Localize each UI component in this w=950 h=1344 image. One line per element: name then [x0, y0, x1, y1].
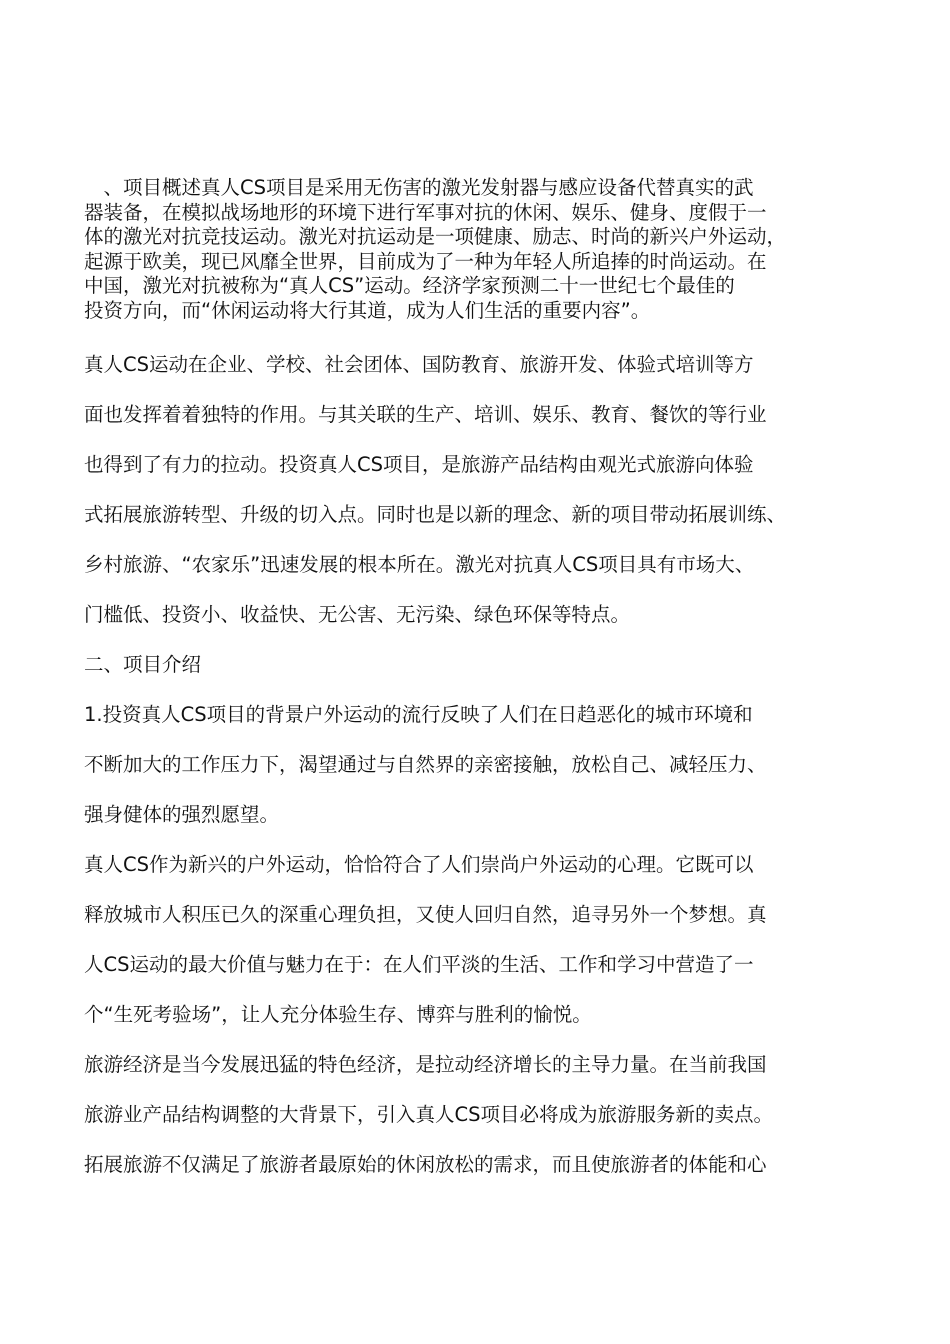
body-line: 释放城市人积压已久的深重心理负担，又使人回归自然，追寻另外一个梦想。真: [84, 903, 767, 926]
intro-line: 投资方向，而“休闲运动将大行其道，成为人们生活的重要内容”。: [84, 298, 651, 322]
intro-line: 器装备，在模拟战场地形的环境下进行军事对抗的休闲、娱乐、健身、度假于一: [84, 200, 767, 224]
body-line: 拓展旅游不仅满足了旅游者最原始的休闲放松的需求，而且使旅游者的体能和心: [84, 1153, 767, 1176]
line-gap: [84, 382, 884, 398]
line-gap: [84, 832, 884, 848]
line-gap: [84, 582, 884, 598]
body-line: 真人CS作为新兴的户外运动，恰恰符合了人们崇尚户外运动的心理。它既可以: [84, 853, 754, 876]
body-line: 面也发挥着着独特的作用。与其关联的生产、培训、娱乐、教育、餐饮的等行业: [84, 403, 767, 426]
body-line: 乡村旅游、“农家乐”迅速发展的根本所在。激光对抗真人CS项目具有市场大、: [84, 553, 755, 576]
line-gap: [84, 1082, 884, 1098]
line-gap: [84, 1132, 884, 1148]
intro-line: 体的激光对抗竞技运动。激光对抗运动是一项健康、励志、时尚的新兴户外运动，: [84, 225, 787, 248]
intro-line: 、项目概述真人CS项目是采用无伤害的激光发射器与感应设备代替真实的武: [84, 176, 754, 199]
body-line: 式拓展旅游转型、升级的切入点。同时也是以新的理念、新的项目带动拓展训练、: [84, 503, 787, 526]
body-line: 强身健体的强烈愿望。: [84, 803, 280, 826]
line-gap: [84, 882, 884, 898]
body-line: 个“生死考验场”，让人充分体验生存、博弈与胜利的愉悦。: [84, 1003, 592, 1026]
line-gap: [84, 1032, 884, 1048]
body-line: 旅游业产品结构调整的大背景下，引入真人CS项目必将成为旅游服务新的卖点。: [84, 1103, 773, 1126]
line-gap: [84, 482, 884, 498]
intro-line: 起源于欧美，现已风靡全世界，目前成为了一种为年轻人所追捧的时尚运动。在: [84, 249, 767, 273]
body-line: 旅游经济是当今发展迅猛的特色经济，是拉动经济增长的主导力量。在当前我国: [84, 1053, 767, 1076]
line-gap: [84, 982, 884, 998]
intro-line: 中国，激光对抗被称为“真人CS”运动。经济学家预测二十一世纪七个最佳的: [84, 274, 735, 297]
body-line: 人CS运动的最大价值与魅力在于：在人们平淡的生活、工作和学习中营造了一: [84, 953, 754, 976]
line-gap: [84, 682, 884, 698]
line-gap: [84, 932, 884, 948]
intro-paragraph: [84, 176, 884, 323]
body-line: 真人CS运动在企业、学校、社会团体、国防教育、旅游开发、体验式培训等方: [84, 353, 754, 376]
body-line: 不断加大的工作压力下，渴望通过与自然界的亲密接触，放松自己、减轻压力、: [84, 753, 767, 776]
line-gap: [84, 732, 884, 748]
body-text: [84, 348, 884, 1182]
line-gap: [84, 532, 884, 548]
line-gap: [84, 632, 884, 648]
body-line: 1.投资真人CS项目的背景户外运动的流行反映了人们在日趋恶化的城市环境和: [84, 703, 753, 726]
line-gap: [84, 782, 884, 798]
section-heading: 二、项目介绍: [84, 653, 202, 676]
line-gap: [84, 432, 884, 448]
body-line: 门槛低、投资小、收益快、无公害、无污染、绿色环保等特点。: [84, 603, 631, 626]
body-line: 也得到了有力的拉动。投资真人CS项目，是旅游产品结构由观光式旅游向体验: [84, 453, 754, 476]
